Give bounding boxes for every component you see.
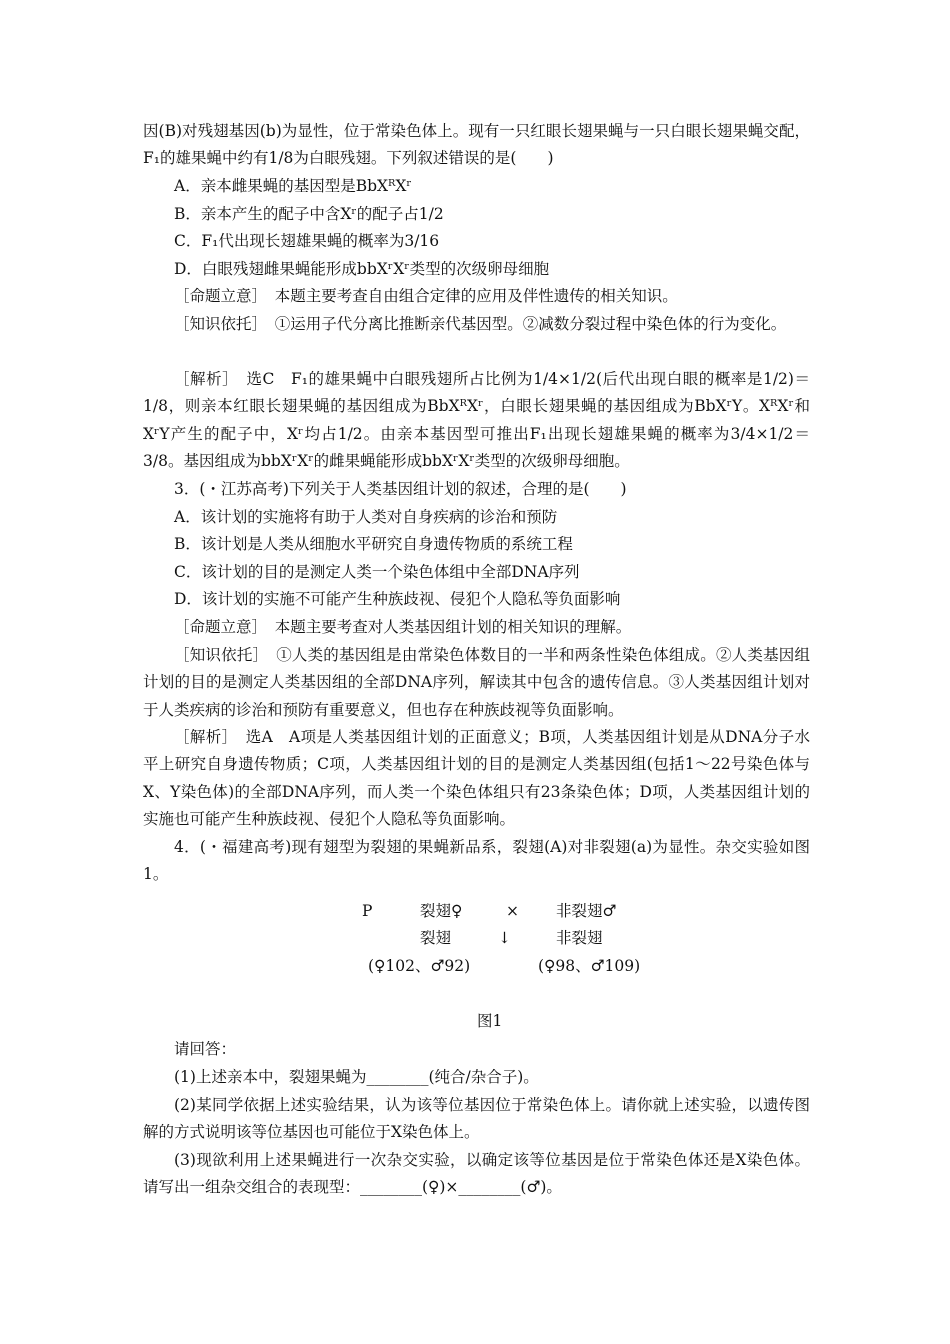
q3-option-a: A．该计划的实施将有助于人类对自身疾病的诊治和预防 [174, 508, 558, 526]
q3-option-c: C．该计划的目的是测定人类一个染色体组中全部DNA序列 [174, 563, 580, 581]
generation-label-p: P [362, 902, 373, 920]
q2-stem: 因(B)对残翅基因(b)为显性，位于常染色体上。现有一只红眼长翅果蝇与一只白眼长翅果蝇交配，F₁的雄果蝇中约有1/8为白眼残翅。下列叙述错误的是( ) [143, 122, 810, 168]
q2-option-b: B．亲本产生的配子中含Xʳ的配子占1/2 [174, 205, 444, 223]
q3-analysis: ［解析］ 选A A项是人类基因组计划的正面意义；B项，人类基因组计划是从DNA分子水平上研究自身遗传物质；C项，人类基因组计划的目的是测定人类基因组(包括1～22号染色体与X、Y染色体)的全部DNA序列，而人类一个染色体组只有23条染色体；D项，人类基因组计划的实施也可能产生种族歧视、侵犯个人隐私等负面影响。 [143, 728, 810, 828]
q4-sub2: (2)某同学依据上述实验结果，认为该等位基因位于常染色体上。请你就上述实验，以遗传图解的方式说明该等位基因也可能位于X染色体上。 [143, 1096, 810, 1142]
q3-intent: ［命题立意］ 本题主要考查对人类基因组计划的相关知识的理解。 [174, 618, 632, 636]
parent-male: 非裂翅♂ [556, 902, 617, 920]
q3-knowledge-basis: ［知识依托］ ①人类的基因组是由常染色体数目的一半和两条性染色体组成。②人类基因组计划的目的是测定人类基因组的全部DNA序列，解读其中包含的遗传信息。③人类基因组计划对于人类疾病的诊治和预防有重要意义，但也存在种族歧视等负面影响。 [143, 646, 810, 719]
cross-symbol: × [506, 902, 519, 920]
q2-intent: ［命题立意］ 本题主要考查自由组合定律的应用及伴性遗传的相关知识。 [174, 287, 678, 305]
q4-stem: 4．(・福建高考)现有翅型为裂翅的果蝇新品系，裂翅(A)对非裂翅(a)为显性。杂交实验如图1。 [143, 838, 810, 884]
figure-caption: 图1 [477, 1012, 503, 1030]
q4-sub1: (1)上述亲本中，裂翅果蝇为________(纯合/杂合子)。 [174, 1068, 539, 1086]
q4-sub3: (3)现欲利用上述果蝇进行一次杂交实验，以确定该等位基因是位于常染色体还是X染色体。请写出一组杂交组合的表现型：________(♀)×________(♂)。 [143, 1151, 810, 1197]
offspring-counts-1: (♀102、♂92) [368, 957, 471, 975]
down-arrow-icon: ↓ [498, 929, 511, 947]
offspring-counts-2: (♀98、♂109) [538, 957, 641, 975]
q4-prompt: 请回答： [174, 1040, 237, 1058]
q2-option-a: A．亲本雌果蝇的基因型是BbXᴿXʳ [174, 177, 412, 195]
q2-knowledge-basis: ［知识依托］ ①运用子代分离比推断亲代基因型。②减数分裂过程中染色体的行为变化。 [174, 315, 787, 333]
parent-female: 裂翅♀ [420, 902, 463, 920]
q2-option-c: C．F₁代出现长翅雄果蝇的概率为3/16 [174, 232, 440, 250]
q3-option-d: D．该计划的实施不可能产生种族歧视、侵犯个人隐私等负面影响 [174, 590, 621, 608]
q3-option-b: B．该计划是人类从细胞水平研究自身遗传物质的系统工程 [174, 535, 573, 553]
offspring-winged: 裂翅 [420, 929, 452, 947]
q2-analysis: ［解析］ 选C F₁的雄果蝇中白眼残翅所占比例为1/4×1/2(后代出现白眼的概率是1/2)＝1/8，则亲本红眼长翅果蝇的基因组成为BbXᴿXʳ，白眼长翅果蝇的基因组成为BbXʳY。XᴿXʳ和XʳY产生的配子中，Xʳ均占1/2。由亲本基因型可推出F₁出现长翅雄果蝇的概率为3/4×1/2＝3/8。基因组成为bbXʳXʳ的雌果蝇能形成bbXʳXʳ类型的次级卵母细胞。 [143, 370, 810, 470]
q3-stem: 3．(・江苏高考)下列关于人类基因组计划的叙述，合理的是( ) [174, 480, 627, 498]
q2-option-d: D．白眼残翅雌果蝇能形成bbXʳXʳ类型的次级卵母细胞 [174, 260, 550, 278]
offspring-nonwinged: 非裂翅 [556, 929, 603, 947]
